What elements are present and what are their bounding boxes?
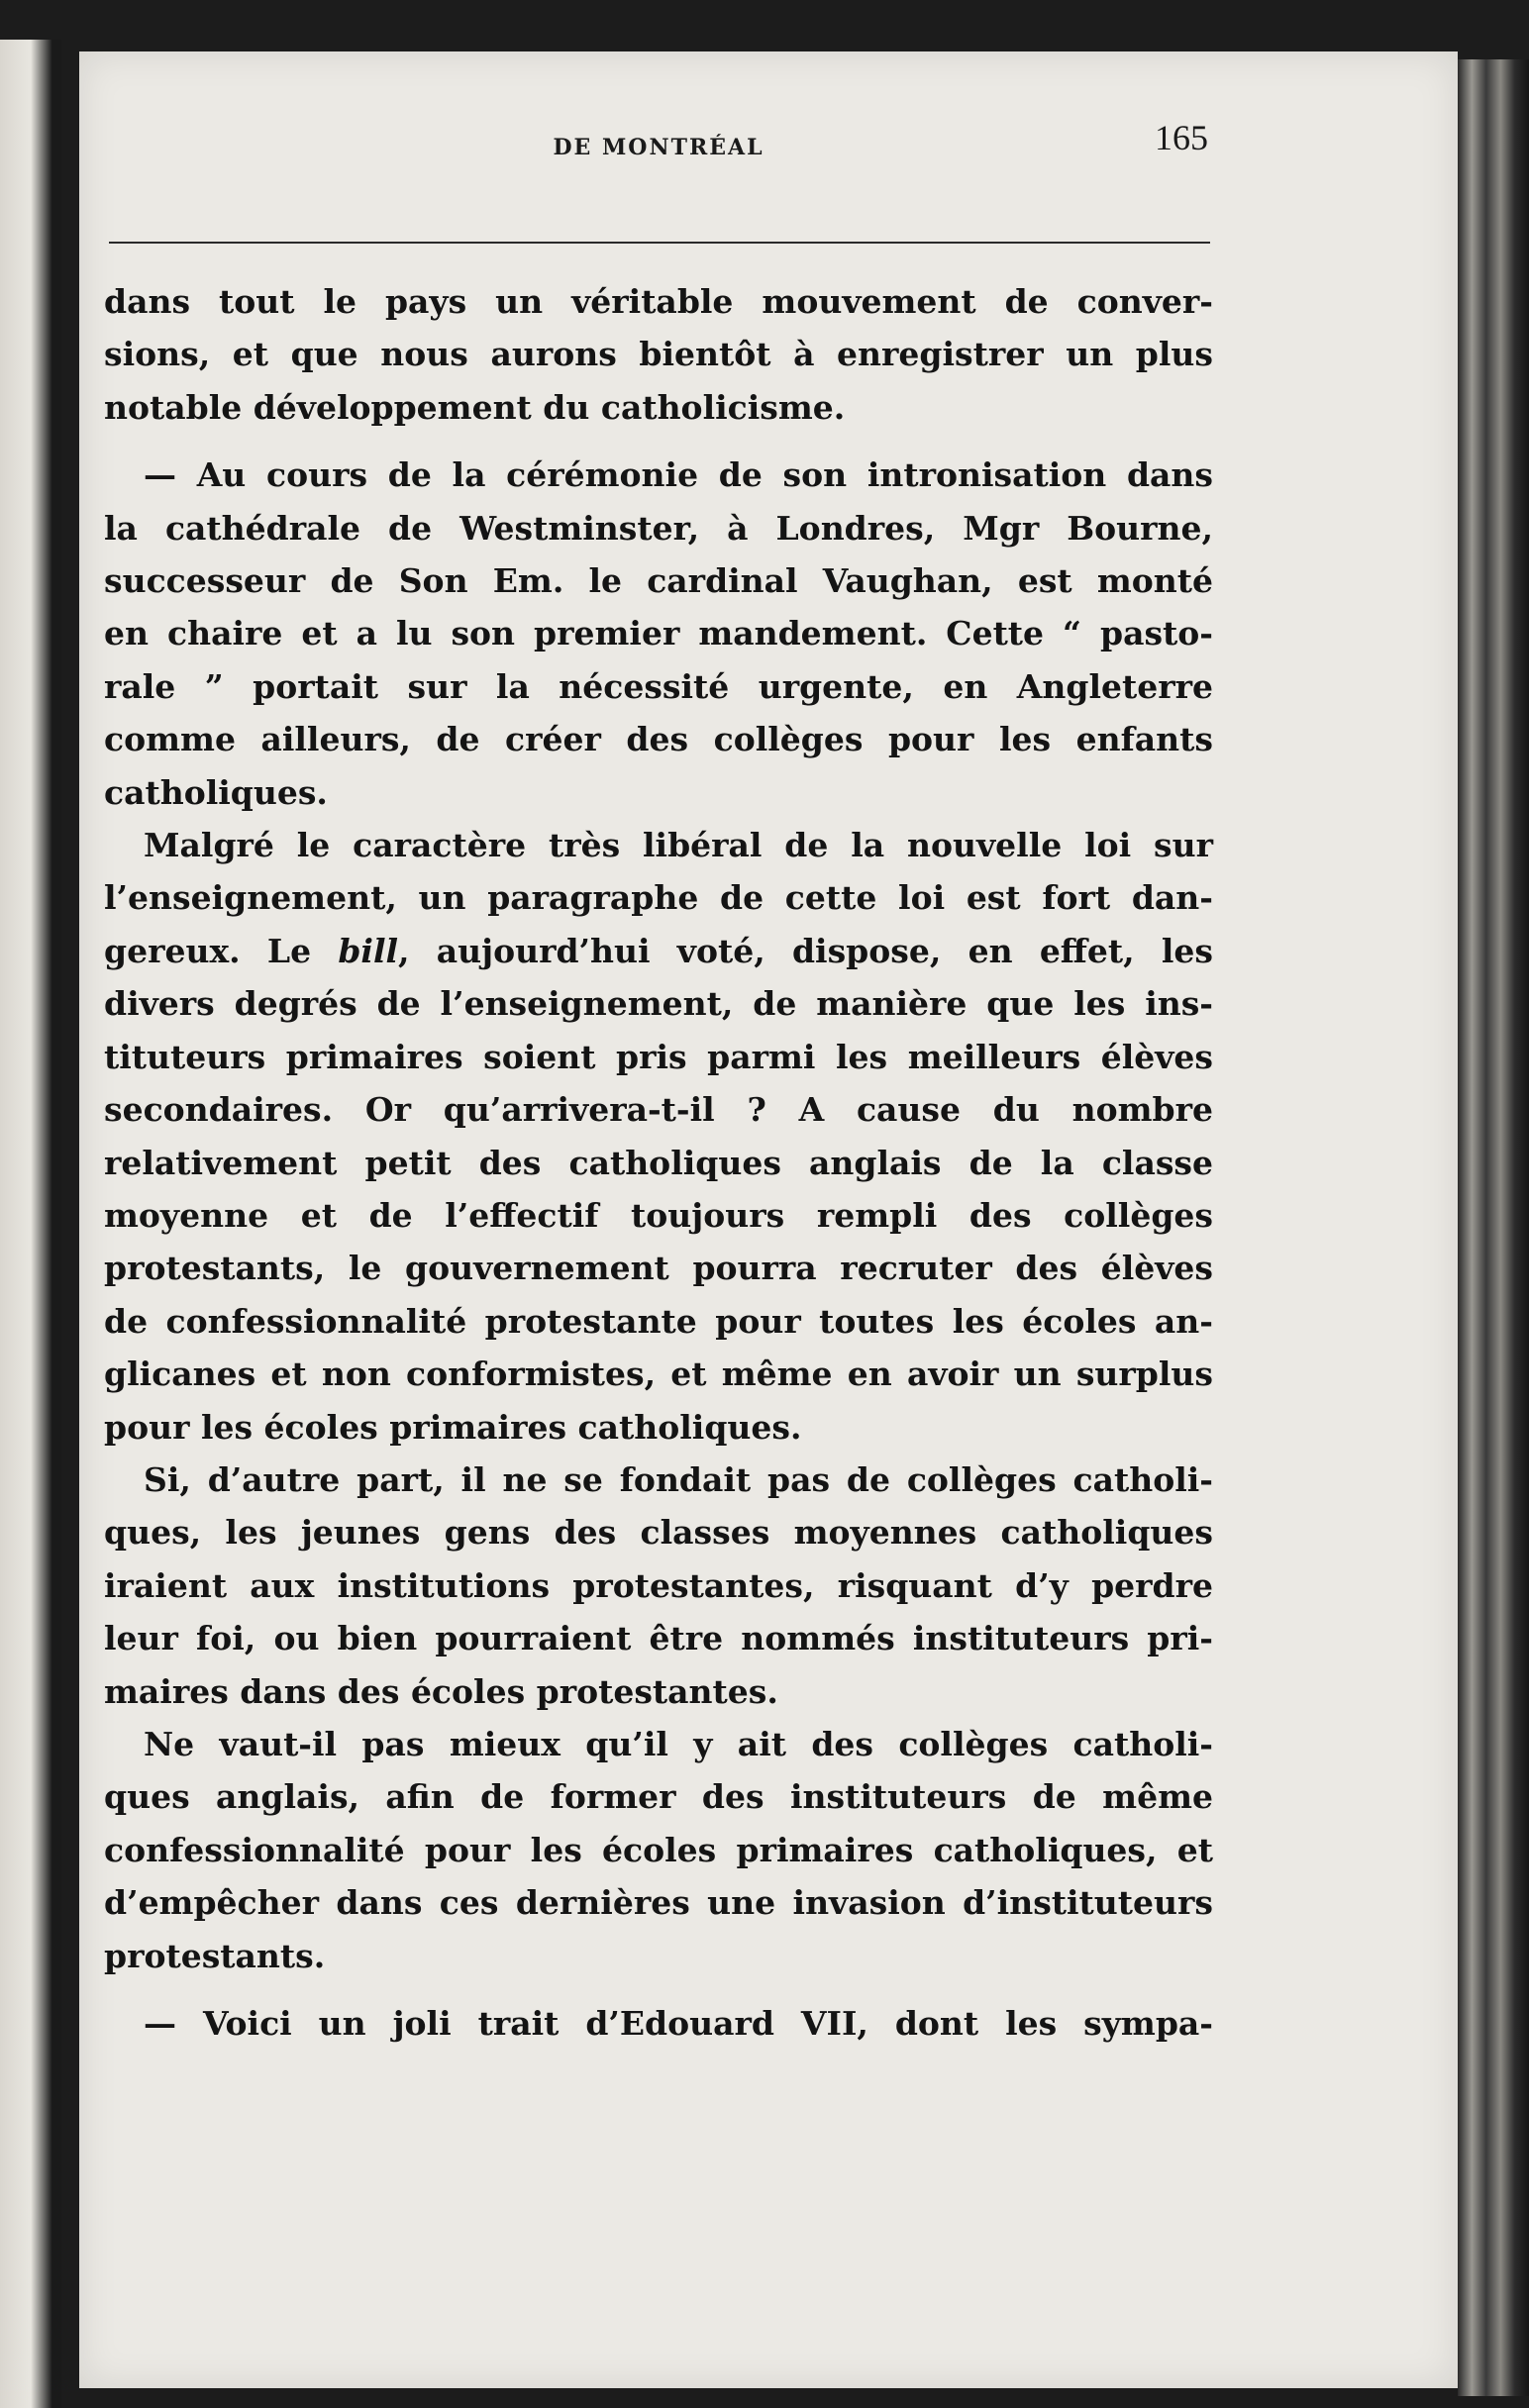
text-line: divers degrés de l’enseignement, de manière que les ins-: [104, 984, 1213, 1024]
text-line: pour les écoles primaires catholiques.: [104, 1407, 802, 1447]
text-line: catholiques.: [104, 772, 328, 812]
running-head: DE MONTRÉAL: [553, 135, 764, 160]
text-line: moyenne et de l’effectif toujours rempli des collèges: [104, 1195, 1213, 1235]
italic-word: bill: [338, 931, 399, 970]
right-page-edge: [1458, 59, 1529, 2396]
body-text: [104, 275, 1213, 2050]
paragraph-2: [104, 449, 1213, 819]
paragraph-1: [104, 275, 1213, 434]
page-header: [109, 107, 1208, 176]
text-line: de confessionnalité protestante pour toutes les écoles an-: [104, 1301, 1213, 1341]
text-line: relativement petit des catholiques anglais de la classe: [104, 1143, 1213, 1182]
text-line: ques anglais, afin de former des instituteurs de même: [104, 1777, 1213, 1817]
paragraph-3: [104, 819, 1213, 1454]
text-line: protestants.: [104, 1936, 326, 1975]
text-line-mixed: [104, 925, 1213, 977]
text-line: confessionnalité pour les écoles primaires catholiques, et: [104, 1830, 1213, 1869]
paragraph-4: [104, 1454, 1213, 1718]
page-number: 165: [1155, 118, 1208, 157]
text-line: d’empêcher dans ces dernières une invasion d’instituteurs: [104, 1883, 1213, 1923]
text-line: en chaire et a lu son premier mandement. Cette “ pasto-: [104, 614, 1213, 653]
text-line: la cathédrale de Westminster, à Londres, Mgr Bourne,: [104, 508, 1213, 548]
text-line: protestants, le gouvernement pourra recruter des élèves: [104, 1249, 1213, 1288]
header-rule: [109, 242, 1210, 244]
text-line: leur foi, ou bien pourraient être nommés instituteurs pri-: [104, 1619, 1213, 1658]
text-line: — Au cours de la cérémonie de son intronisation dans: [144, 455, 1213, 495]
text-line: iraient aux institutions protestantes, risquant d’y perdre: [104, 1565, 1213, 1605]
paragraph-6: [104, 1997, 1213, 2050]
text-line: Ne vaut-il pas mieux qu’il y ait des collèges catholi-: [144, 1724, 1213, 1763]
text-line: dans tout le pays un véritable mouvement de conver-: [104, 282, 1213, 321]
text-line: maires dans des écoles protestantes.: [104, 1671, 778, 1711]
text-line: comme ailleurs, de créer des collèges pour les enfants: [104, 720, 1213, 759]
paragraph-5: [104, 1718, 1213, 1982]
text-line: tituteurs primaires soient pris parmi les meilleurs élèves: [104, 1037, 1213, 1076]
text-line: l’enseignement, un paragraphe de cette loi est fort dan-: [104, 878, 1213, 918]
text-line: glicanes et non conformistes, et même en avoir un surplus: [104, 1354, 1213, 1394]
text-line: ques, les jeunes gens des classes moyennes catholiques: [104, 1513, 1213, 1553]
text-run: , aujourd’hui voté, dispose, en effet, les: [398, 931, 1213, 970]
text-line: Si, d’autre part, il ne se fondait pas de collèges catholi-: [144, 1459, 1213, 1499]
text-line: — Voici un joli trait d’Edouard VII, dont les sympa-: [144, 2004, 1213, 2043]
text-line: sions, et que nous aurons bientôt à enregistrer un plus: [104, 335, 1213, 374]
text-line: successeur de Son Em. le cardinal Vaughan, est monté: [104, 561, 1213, 601]
left-page-edge: [0, 40, 61, 2408]
text-run: gereux. Le: [104, 931, 339, 970]
text-line: notable développement du catholicisme.: [104, 387, 846, 427]
text-line: secondaires. Or qu’arrivera-t-il ? A cause du nombre: [104, 1090, 1213, 1130]
text-line: rale ” portait sur la nécessité urgente, en Angleterre: [104, 666, 1213, 706]
text-line: Malgré le caractère très libéral de la nouvelle loi sur: [144, 826, 1213, 865]
